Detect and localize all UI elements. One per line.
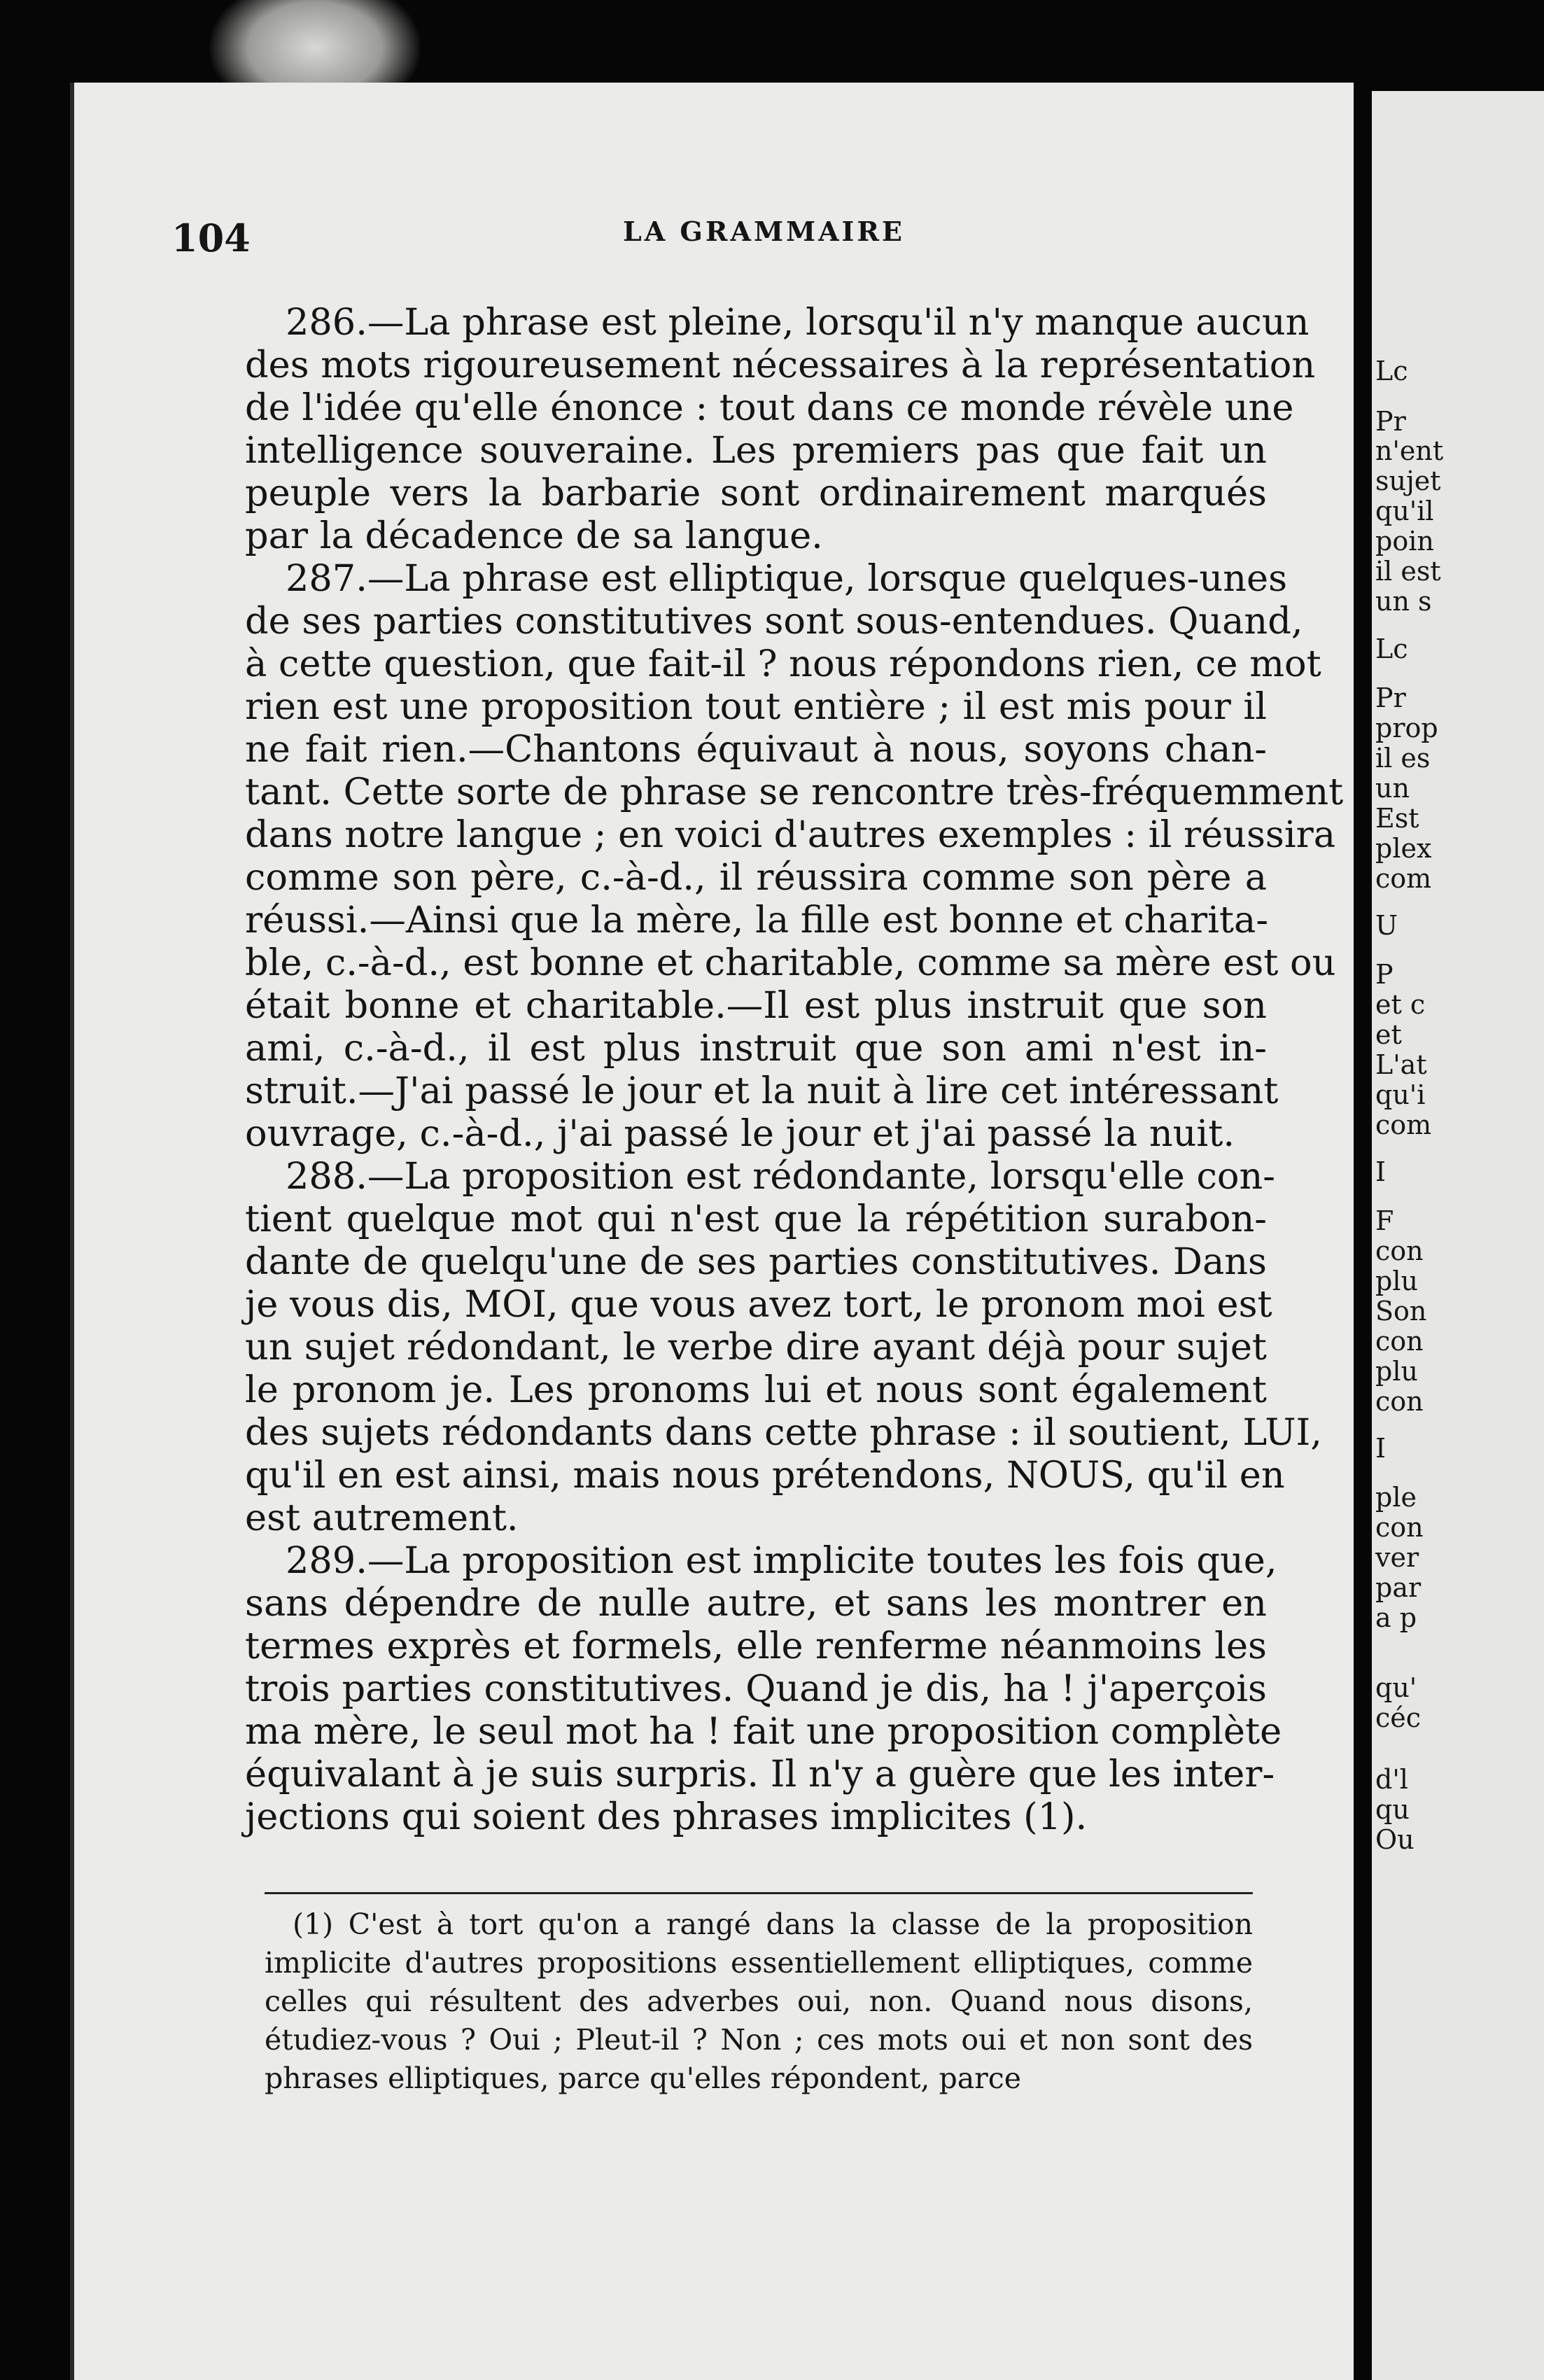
text-line: par la décadence de sa langue.	[245, 514, 823, 557]
footnote-rule	[265, 1892, 1253, 1894]
edge-fragment: ver	[1375, 1542, 1419, 1573]
edge-fragment: par	[1375, 1572, 1422, 1603]
edge-fragment: con	[1375, 1236, 1424, 1266]
edge-fragment: qu'i	[1375, 1079, 1426, 1110]
text-line: 286.—La phrase est pleine, lorsqu'il n'y manque aucun	[286, 301, 1310, 344]
text-line: intelligence souveraine. Les premiers pas que fait un	[245, 429, 1267, 472]
text-line: était bonne et charitable.—Il est plus instruit que son	[245, 984, 1267, 1027]
text-line: des mots rigoureusement nécessaires à la représentation	[245, 344, 1316, 386]
edge-fragment: un	[1375, 773, 1410, 804]
text-line: ami, c.-à-d., il est plus instruit que son ami n'est in-	[245, 1027, 1267, 1070]
edge-fragment: con	[1375, 1326, 1424, 1357]
text-line: 289.—La proposition est implicite toutes les fois que,	[286, 1539, 1277, 1582]
edge-fragment: Lc	[1375, 634, 1408, 664]
edge-fragment: plex	[1375, 833, 1432, 864]
text-line: dante de quelqu'une de ses parties constitutives. Dans	[245, 1240, 1267, 1283]
edge-fragment: I	[1375, 1156, 1387, 1187]
edge-fragment: P	[1375, 959, 1394, 990]
text-line: qu'il en est ainsi, mais nous prétendons, NOUS, qu'il en	[245, 1454, 1285, 1497]
edge-fragment: prop	[1375, 713, 1438, 743]
edge-fragment: qu	[1375, 1794, 1410, 1825]
edge-fragment: Pr	[1375, 406, 1406, 437]
text-line: un sujet rédondant, le verbe dire ayant déjà pour sujet	[245, 1326, 1267, 1368]
edge-fragment: Est	[1375, 803, 1419, 834]
footnote: (1) C'est à tort qu'on a rangé dans la classe de la proposition implicite d'autres propositions essentiellement elliptiques, comme celles qui résultent des adverbes oui, non. Quand nous disons, étudiez-vous ? Oui ; Pleut-il ? Non ; ces mots oui et non sont des phrases elliptiques, parce qu'elles répondent, parce	[265, 1907, 1253, 2095]
edge-fragment: céc	[1375, 1702, 1422, 1733]
text-line: termes exprès et formels, elle renferme néanmoins les	[245, 1625, 1267, 1667]
text-line: ne fait rien.—Chantons équivaut à nous, soyons chan-	[245, 728, 1267, 771]
edge-fragment: n'ent	[1375, 435, 1444, 466]
edge-fragment: et	[1375, 1019, 1402, 1050]
running-title: LA GRAMMAIRE	[623, 216, 905, 247]
text-line: je vous dis, MOI, que vous avez tort, le pronom moi est	[245, 1283, 1272, 1326]
edge-fragment: d'l	[1375, 1764, 1408, 1795]
edge-fragment: com	[1375, 863, 1432, 894]
edge-fragment: qu'il	[1375, 496, 1434, 526]
edge-fragment: Pr	[1375, 682, 1406, 713]
edge-fragment: Lc	[1375, 356, 1408, 386]
text-line: trois parties constitutives. Quand je dis, ha ! j'aperçois	[245, 1667, 1267, 1710]
text-line: réussi.—Ainsi que la mère, la fille est bonne et charita-	[245, 899, 1269, 941]
edge-fragment: plu	[1375, 1356, 1418, 1387]
page-number: 104	[171, 216, 251, 260]
edge-fragment: Ou	[1375, 1824, 1415, 1855]
edge-fragment: Son	[1375, 1296, 1427, 1326]
edge-fragment: plu	[1375, 1266, 1418, 1296]
text-line: le pronom je. Les pronoms lui et nous sont également	[245, 1368, 1267, 1411]
edge-fragment: qu'	[1375, 1672, 1417, 1703]
edge-fragment: et c	[1375, 989, 1426, 1020]
body-text	[245, 301, 1344, 1838]
edge-fragment: L'at	[1375, 1049, 1427, 1080]
text-line: 287.—La phrase est elliptique, lorsque quelques-unes	[286, 557, 1288, 600]
text-line: équivalant à je suis surpris. Il n'y a guère que les inter-	[245, 1753, 1275, 1795]
text-line: rien est une proposition tout entière ; il est mis pour il	[245, 685, 1267, 728]
text-line: comme son père, c.-à-d., il réussira comme son père a	[245, 856, 1267, 899]
text-line: tant. Cette sorte de phrase se rencontre très-fréquemment	[245, 771, 1344, 813]
text-line: struit.—J'ai passé le jour et la nuit à lire cet intéressant	[245, 1070, 1279, 1112]
text-line: jections qui soient des phrases implicites (1).	[245, 1795, 1088, 1838]
edge-fragment: un s	[1375, 586, 1432, 617]
text-line: est autrement.	[245, 1497, 519, 1539]
text-line: de l'idée qu'elle énonce : tout dans ce monde révèle une	[245, 386, 1294, 429]
text-line: tient quelque mot qui n'est que la répétition surabon-	[245, 1198, 1267, 1240]
edge-fragment: il es	[1375, 743, 1431, 774]
edge-fragment: con	[1375, 1512, 1424, 1543]
edge-fragment: sujet	[1375, 465, 1441, 496]
text-line: dans notre langue ; en voici d'autres exemples : il réussira	[245, 813, 1336, 856]
edge-fragment: il est	[1375, 556, 1441, 587]
text-line: ouvrage, c.-à-d., j'ai passé le jour et j'ai passé la nuit.	[245, 1112, 1235, 1155]
edge-fragment: a p	[1375, 1602, 1417, 1633]
text-line: sans dépendre de nulle autre, et sans les montrer en	[245, 1582, 1267, 1625]
edge-fragment: F	[1375, 1205, 1394, 1236]
edge-fragment: poin	[1375, 526, 1434, 556]
edge-fragment: ple	[1375, 1482, 1417, 1513]
text-line: 288.—La proposition est rédondante, lorsqu'elle con-	[286, 1155, 1276, 1198]
text-line: de ses parties constitutives sont sous-entendues. Quand,	[245, 600, 1303, 643]
text-line: ma mère, le seul mot ha ! fait une proposition complète	[245, 1710, 1282, 1753]
edge-fragment: con	[1375, 1386, 1424, 1417]
edge-fragment: U	[1375, 910, 1398, 941]
edge-fragment: I	[1375, 1433, 1387, 1464]
edge-fragment: com	[1375, 1110, 1432, 1140]
text-line: peuple vers la barbarie sont ordinairement marqués	[245, 472, 1267, 514]
text-line: à cette question, que fait-il ? nous répondons rien, ce mot	[245, 643, 1321, 685]
text-line: ble, c.-à-d., est bonne et charitable, comme sa mère est ou	[245, 941, 1336, 984]
text-line: des sujets rédondants dans cette phrase : il soutient, LUI,	[245, 1411, 1322, 1454]
